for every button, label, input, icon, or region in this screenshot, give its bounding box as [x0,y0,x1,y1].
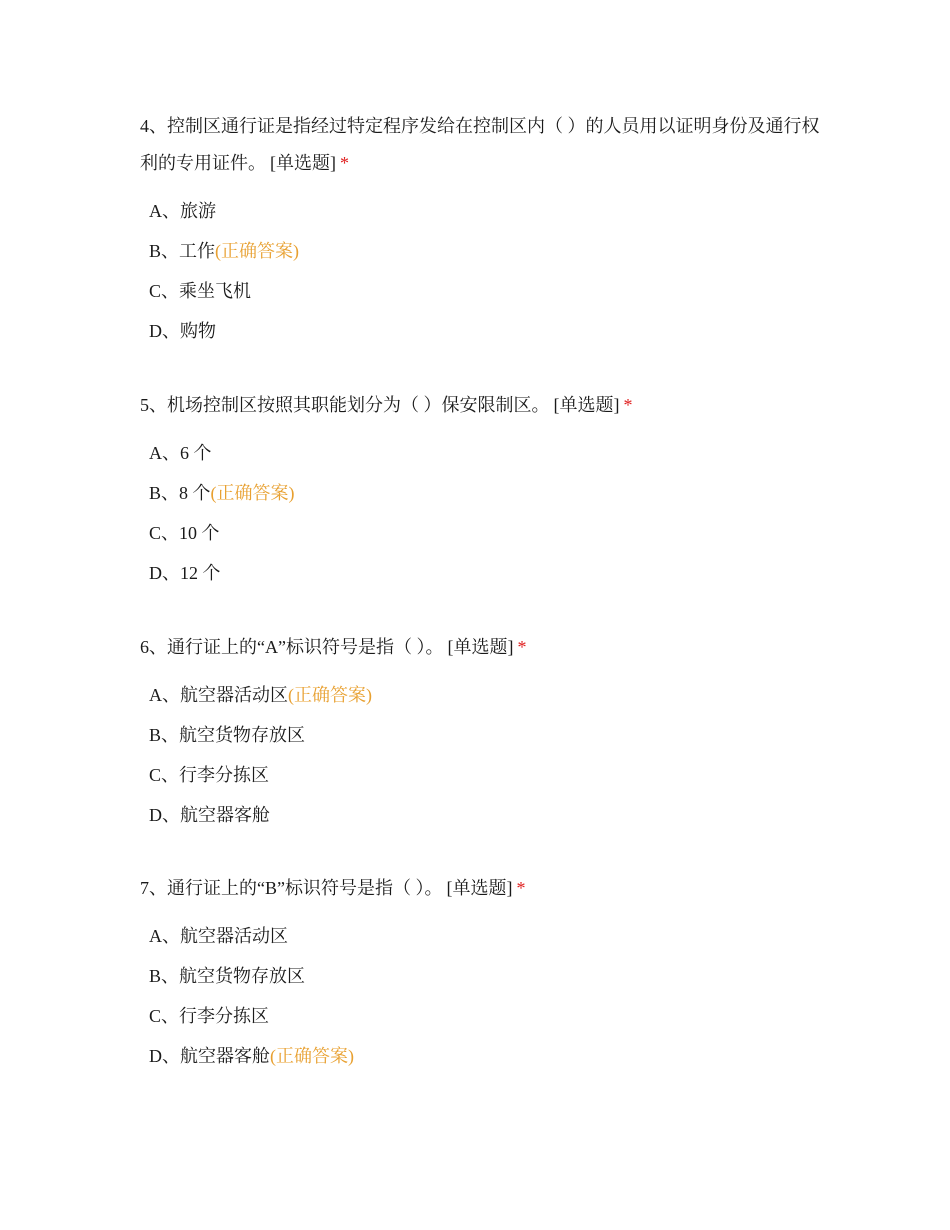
option-label: B、工作 [149,241,216,261]
option-list [140,675,820,835]
option-label: D、12 个 [149,563,221,583]
option-d[interactable] [140,311,820,351]
question-title [140,629,820,666]
question-text: 6、通行证上的“A”标识符号是指（ ）。 [140,637,444,657]
option-label: C、行李分拣区 [149,1006,270,1026]
option-label: A、航空器活动区 [149,685,288,705]
option-label: C、乘坐飞机 [149,281,252,301]
question-title [140,108,820,182]
question-6 [140,629,820,835]
option-label: C、行李分拣区 [149,765,270,785]
question-title [140,387,820,424]
required-mark: * [340,153,349,173]
option-a[interactable] [140,433,820,473]
option-label: B、8 个 [149,483,211,503]
question-7 [140,870,820,1076]
question-text: 4、控制区通行证是指经过特定程序发给在控制区内（ ）的人员用以证明身份及通行权利的专用证件。 [140,116,820,173]
option-d[interactable] [140,553,820,593]
question-type: [单选题] [270,153,336,173]
option-b[interactable] [140,715,820,755]
option-a[interactable] [140,916,820,956]
correct-answer-mark: (正确答案) [288,685,372,705]
option-c[interactable] [140,755,820,795]
required-mark: * [517,637,527,657]
option-list [140,916,820,1076]
required-mark: * [516,878,526,898]
correct-answer-mark: (正确答案) [215,241,300,261]
option-label: A、6 个 [149,443,212,463]
option-d[interactable] [140,1036,820,1076]
correct-answer-mark: (正确答案) [270,1046,354,1066]
option-list [140,191,820,351]
required-mark: * [623,395,633,415]
option-label: A、航空器活动区 [149,926,288,946]
option-b[interactable] [140,231,820,271]
option-label: D、购物 [149,321,216,341]
option-c[interactable] [140,271,820,311]
option-label: D、航空器客舱 [149,1046,270,1066]
correct-answer-mark: (正确答案) [210,483,295,503]
question-text: 5、机场控制区按照其职能划分为（ ）保安限制区。 [140,395,550,415]
question-4 [140,108,820,351]
question-5 [140,387,820,593]
question-type: [单选题] [553,395,620,415]
option-d[interactable] [140,795,820,835]
option-label: B、航空货物存放区 [149,966,306,986]
option-label: D、航空器客舱 [149,805,270,825]
option-label: B、航空货物存放区 [149,725,306,745]
option-label: A、旅游 [149,201,216,221]
option-a[interactable] [140,675,820,715]
option-list [140,433,820,593]
question-type: [单选题] [446,878,513,898]
question-type: [单选题] [447,637,514,657]
option-a[interactable] [140,191,820,231]
question-title [140,870,820,907]
question-text: 7、通行证上的“B”标识符号是指（ ）。 [140,878,443,898]
option-label: C、10 个 [149,523,220,543]
option-c[interactable] [140,996,820,1036]
option-b[interactable] [140,956,820,996]
option-c[interactable] [140,513,820,553]
option-b[interactable] [140,473,820,513]
